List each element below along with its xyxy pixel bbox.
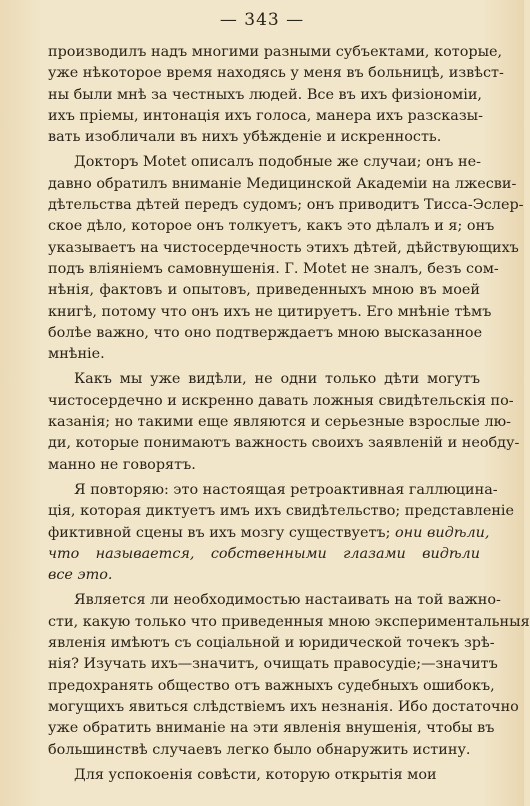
text-line: дѣтельства дѣтей передъ судомъ; онъ приводитъ Тисса-Эслер-: [48, 197, 524, 214]
text-line: Является ли необходимостью настаивать на той важно-: [74, 592, 501, 609]
text-line: Я повторяю: это настоящая ретроактивная галлюцина-: [74, 481, 498, 498]
text-line: предохранять общество отъ важныхъ судебныхъ ошибокъ,: [48, 677, 495, 694]
paragraph: [48, 369, 520, 475]
text-line: явленія имѣютъ съ соціальной и юридической точекъ зрѣ-: [48, 635, 495, 652]
text-line: болѣе важно, что оно подтверждаетъ мною высказанное: [48, 324, 483, 341]
text-line: ское дѣло, которое онъ толкуетъ, какъ это дѣлалъ и я; онъ: [48, 218, 495, 235]
text-line: Для успокоенія совѣсти, которую открытія мои: [74, 766, 437, 783]
text-line: могущихъ явиться слѣдствіемъ ихъ незнанія. Ибо достаточно: [48, 698, 519, 715]
text-line: казанія; но такими еще являются и серьезные взрослые лю-: [48, 414, 511, 431]
text-line: манно не говорятъ.: [48, 456, 196, 473]
paragraph: [48, 480, 515, 586]
page-number: — 343 —: [219, 10, 305, 30]
italic-text-line: что называется, собственными глазами видѣли: [48, 545, 480, 562]
paragraph: [48, 152, 524, 365]
text-line: нѣнія, фактовъ и опытовъ, приведенныхъ мною въ моей: [48, 282, 480, 299]
page-body-text: [48, 42, 530, 786]
text-line: ція, которая диктуетъ имъ ихъ свидѣтельство; представленіе: [48, 503, 515, 520]
text-line: большинствѣ случаевъ легко было обнаружить истину.: [48, 741, 471, 758]
text-line: нія? Изучать ихъ—значитъ, очищать правосудіе;—значитъ: [48, 656, 498, 673]
text-line: ихъ пріемы, интонація ихъ голоса, манера ихъ разсказы-: [48, 107, 484, 124]
text-line: уже обратить вниманіе на эти явленія внушенія, чтобы въ: [48, 720, 495, 737]
text-line: Какъ мы уже видѣли, не одни только дѣти могутъ: [74, 371, 480, 388]
text-line: давно обратилъ вниманіе Медицинской Академіи на лжесви-: [48, 175, 517, 192]
text-line: подъ вліяніемъ самовнушенія. Г. Motet не зналъ, безъ сом-: [48, 260, 499, 277]
text-line: мнѣніе.: [48, 346, 105, 363]
text-line: чистосердечно и искренно давать ложныя свидѣтельскія по-: [48, 392, 514, 409]
text-line: вать изобличали въ нихъ убѣжденіе и искренность.: [48, 129, 442, 146]
text-line: сти, какую только что приведенныя мною экспериментальныя: [48, 613, 530, 630]
paragraph: [48, 42, 504, 148]
paragraph: [48, 765, 480, 786]
text-line: указываетъ на чистосердечность этихъ дѣтей, дѣйствующихъ: [48, 239, 519, 256]
italic-text-line: все это.: [48, 567, 113, 584]
text-line: ди, которые понимаютъ важность своихъ заявленій и необду-: [48, 435, 520, 452]
paragraph: [48, 590, 530, 760]
text-line: фиктивной сцены въ ихъ мозгу существуетъ; они видѣли,: [48, 524, 490, 541]
italic-phrase: они видѣли,: [395, 524, 490, 541]
text-line: уже нѣкоторое время находясь у меня въ больницѣ, извѣст-: [48, 65, 504, 82]
text-line: производилъ надъ многими разными субъектами, которые,: [48, 44, 503, 60]
text-line: книгѣ, потому что онъ ихъ не цитируетъ. Его мнѣніе тѣмъ: [48, 303, 492, 320]
text-line: Докторъ Motet описалъ подобные же случаи; онъ не-: [74, 154, 481, 171]
text-line: ны были мнѣ за честныхъ людей. Все въ ихъ физіономіи,: [48, 86, 482, 103]
